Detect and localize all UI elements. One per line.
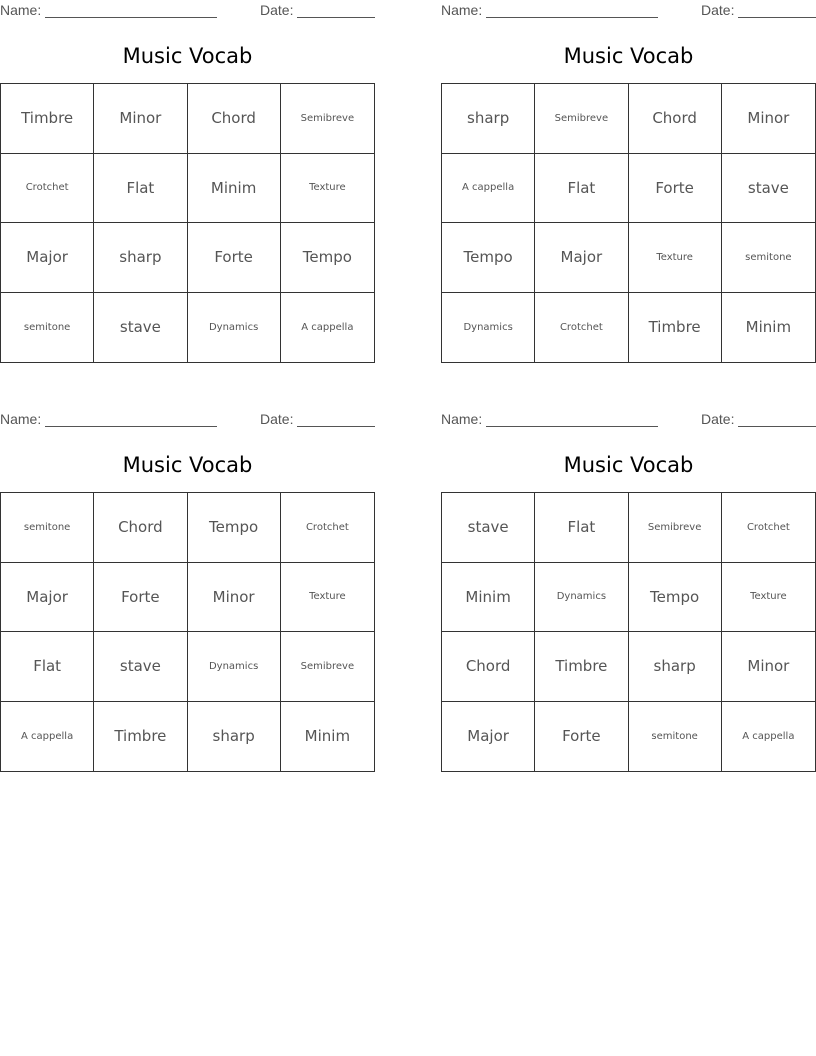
bingo-cell: A cappella bbox=[742, 730, 795, 742]
bingo-cell: Minor bbox=[722, 84, 815, 154]
bingo-cell: Dynamics bbox=[535, 563, 628, 633]
date-label: Date: bbox=[260, 411, 294, 427]
card-title: Music Vocab bbox=[122, 44, 253, 68]
bingo-cell: semitone bbox=[629, 702, 722, 772]
name-blank-line bbox=[486, 17, 658, 18]
bingo-grid bbox=[441, 492, 816, 772]
name-label: Name: bbox=[0, 2, 42, 18]
bingo-cell: stave bbox=[94, 632, 187, 702]
bingo-cell: A cappella bbox=[1, 702, 94, 772]
date-blank-line bbox=[297, 426, 375, 427]
bingo-cell: Texture bbox=[629, 223, 722, 293]
bingo-cell: A cappella bbox=[301, 321, 354, 333]
bingo-cell: Chord bbox=[442, 632, 535, 702]
bingo-cell: Minor bbox=[94, 84, 187, 154]
bingo-cell: Dynamics bbox=[188, 632, 281, 702]
name-date-header bbox=[441, 2, 816, 20]
name-date-header bbox=[0, 2, 375, 20]
bingo-cell: sharp bbox=[442, 84, 535, 154]
bingo-cell: Texture bbox=[722, 563, 815, 633]
bingo-cell: Dynamics bbox=[188, 293, 281, 363]
bingo-cell: Timbre bbox=[535, 632, 628, 702]
name-date-header bbox=[0, 411, 375, 429]
bingo-cell: Crotchet bbox=[1, 154, 94, 224]
bingo-cell: Minim bbox=[304, 727, 351, 746]
bingo-grid bbox=[0, 492, 375, 772]
bingo-cell: Major bbox=[1, 223, 94, 293]
bingo-cell: Minor bbox=[188, 563, 281, 633]
name-date-header bbox=[441, 411, 816, 429]
name-blank-line bbox=[45, 426, 217, 427]
bingo-cell: Major bbox=[535, 223, 628, 293]
bingo-cell: Timbre bbox=[1, 84, 94, 154]
bingo-cell: A cappella bbox=[442, 154, 535, 224]
bingo-cell: Crotchet bbox=[535, 293, 628, 363]
bingo-cell: stave bbox=[94, 293, 187, 363]
bingo-cell: stave bbox=[722, 154, 815, 224]
bingo-cell: Minim bbox=[745, 318, 792, 337]
bingo-cell: Semibreve bbox=[535, 84, 628, 154]
card-title: Music Vocab bbox=[122, 453, 253, 477]
name-label: Name: bbox=[0, 411, 42, 427]
bingo-cell: Chord bbox=[188, 84, 281, 154]
bingo-cell: Chord bbox=[94, 493, 187, 563]
date-blank-line bbox=[738, 17, 816, 18]
bingo-cell: Texture bbox=[281, 154, 374, 224]
bingo-card bbox=[441, 409, 816, 774]
bingo-cell: Tempo bbox=[629, 563, 722, 633]
card-title: Music Vocab bbox=[563, 453, 694, 477]
bingo-cell: Forte bbox=[535, 702, 628, 772]
date-blank-line bbox=[297, 17, 375, 18]
bingo-cell: Flat bbox=[1, 632, 94, 702]
bingo-cell: Forte bbox=[188, 223, 281, 293]
name-label: Name: bbox=[441, 411, 483, 427]
bingo-cell: Semibreve bbox=[629, 493, 722, 563]
bingo-cell: Texture bbox=[281, 563, 374, 633]
bingo-cell: sharp bbox=[188, 702, 281, 772]
bingo-cell: sharp bbox=[94, 223, 187, 293]
bingo-cell: Flat bbox=[535, 493, 628, 563]
bingo-cell: Flat bbox=[535, 154, 628, 224]
date-label: Date: bbox=[260, 2, 294, 18]
bingo-cell: Minor bbox=[722, 632, 815, 702]
bingo-card bbox=[441, 0, 816, 365]
date-blank-line bbox=[738, 426, 816, 427]
bingo-cell: Forte bbox=[629, 154, 722, 224]
bingo-cell: Major bbox=[442, 702, 535, 772]
bingo-cell: semitone bbox=[1, 493, 94, 563]
bingo-cell: Semibreve bbox=[281, 632, 374, 702]
bingo-cell: Dynamics bbox=[442, 293, 535, 363]
bingo-cell: Minim bbox=[442, 563, 535, 633]
bingo-cell: Tempo bbox=[188, 493, 281, 563]
name-blank-line bbox=[45, 17, 217, 18]
bingo-cell: Minim bbox=[188, 154, 281, 224]
bingo-card bbox=[0, 0, 375, 365]
bingo-cell: Crotchet bbox=[281, 493, 374, 563]
date-label: Date: bbox=[701, 2, 735, 18]
bingo-grid bbox=[0, 83, 375, 363]
bingo-cell: Tempo bbox=[281, 223, 374, 293]
bingo-cell: Flat bbox=[94, 154, 187, 224]
bingo-cell: Chord bbox=[629, 84, 722, 154]
bingo-cell: semitone bbox=[722, 223, 815, 293]
name-label: Name: bbox=[441, 2, 483, 18]
card-title: Music Vocab bbox=[563, 44, 694, 68]
bingo-cell: sharp bbox=[629, 632, 722, 702]
bingo-cell: Forte bbox=[94, 563, 187, 633]
bingo-cell: Timbre bbox=[94, 702, 187, 772]
bingo-cell: Crotchet bbox=[722, 493, 815, 563]
bingo-cell: semitone bbox=[1, 293, 94, 363]
bingo-cell: Major bbox=[1, 563, 94, 633]
name-blank-line bbox=[486, 426, 658, 427]
bingo-cell: Timbre bbox=[629, 293, 722, 363]
date-label: Date: bbox=[701, 411, 735, 427]
bingo-grid bbox=[441, 83, 816, 363]
bingo-card bbox=[0, 409, 375, 774]
bingo-cell: Semibreve bbox=[281, 84, 374, 154]
bingo-cell: Tempo bbox=[442, 223, 535, 293]
bingo-cell: stave bbox=[442, 493, 535, 563]
